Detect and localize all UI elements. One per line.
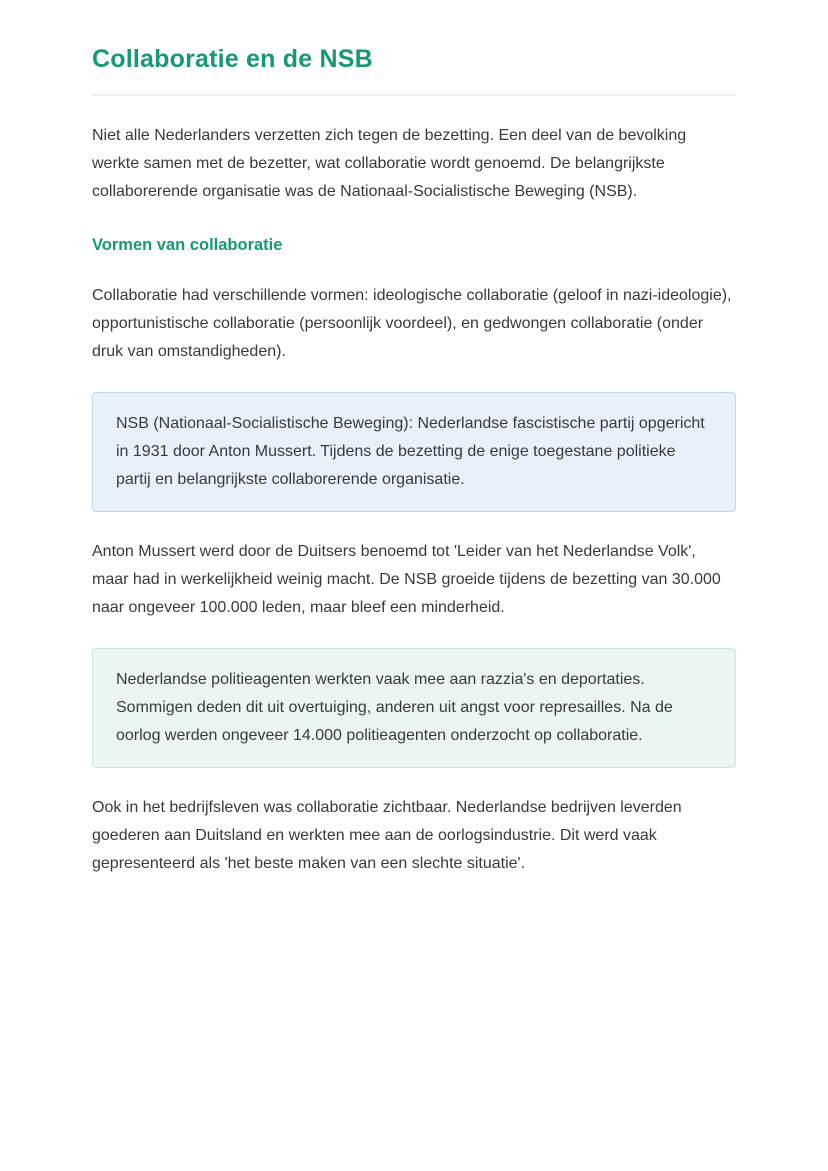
police-callout-text: Nederlandse politieagenten werkten vaak mee aan razzia's en deportaties. Sommigen deden dit uit overtuiging, anderen uit angst voor represailles. Na de oorlog werden ongeveer 14.000 politieagenten onderzocht op collaboratie. bbox=[116, 670, 673, 744]
mussert-paragraph: Anton Mussert werd door de Duitsers benoemd tot 'Leider van het Nederlandse Volk', maar had in werkelijkheid weinig macht. De NSB groeide tijdens de bezetting van 30.000 naar ongeveer 100.000 leden, maar bleef een minderheid. bbox=[92, 542, 721, 616]
intro-paragraph: Niet alle Nederlanders verzetten zich tegen de bezetting. Een deel van de bevolking werkte samen met de bezetter, wat collaboratie wordt genoemd. De belangrijkste collaborerende organisatie was de Nationaal-Socialistische Beweging (NSB). bbox=[92, 127, 687, 200]
page-title: Collaboratie en de NSB bbox=[92, 45, 373, 73]
closing-paragraph: Ook in het bedrijfsleven was collaboratie zichtbaar. Nederlandse bedrijven leverden goederen aan Duitsland en werkten mee aan de oorlogsindustrie. Dit werd vaak gepresenteerd als 'het beste maken van een slechte situatie'. bbox=[92, 798, 682, 872]
title-divider bbox=[92, 94, 736, 96]
police-callout bbox=[92, 648, 736, 768]
vormen-paragraph: Collaboratie had verschillende vormen: ideologische collaboratie (geloof in nazi-ideologie), opportunistische collaboratie (persoonlijk voordeel), en gedwongen collaboratie (onder druk van omstandigheden). bbox=[92, 286, 732, 360]
definition-callout-nsb bbox=[92, 392, 736, 512]
definition-callout-text: NSB (Nationaal-Socialistische Beweging): Nederlandse fascistische partij opgericht in 1931 door Anton Mussert. Tijdens de bezetting de enige toegestane politieke partij en belangrijkste collaborerende organisatie. bbox=[116, 414, 705, 488]
section-heading-vormen: Vormen van collaboratie bbox=[92, 236, 283, 254]
